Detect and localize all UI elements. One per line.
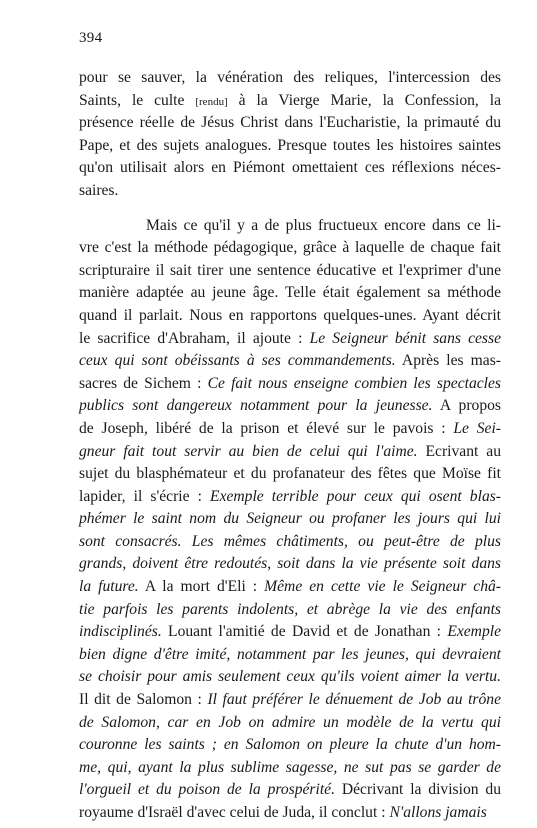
text-line — [79, 712, 501, 735]
text-line — [79, 395, 501, 418]
text-run: qu'on utilisait alors en Piémont omettaient ces réflexions néces- — [79, 159, 501, 177]
italic-run: tie parfois les parents indolents, et abrège la vie des enfants — [79, 600, 501, 618]
text-line — [79, 418, 501, 441]
text-line — [79, 757, 501, 780]
italic-run: me, qui, ayant la plus sublime sagesse, ne sut pas se garder de — [79, 758, 501, 776]
italic-run: sont consacrés. Les mêmes châtiments, ou peut-être de plus — [79, 532, 501, 550]
text-line — [79, 441, 501, 464]
text-run: A propos — [432, 397, 502, 415]
text-line — [79, 237, 501, 260]
text-line — [79, 644, 501, 667]
italic-run: Le Sei- — [453, 419, 501, 437]
text-run: présence réelle de Jésus Christ dans l'Eucharistie, la primauté du — [79, 114, 501, 132]
page-number: 394 — [79, 30, 103, 46]
text-line — [79, 802, 501, 825]
text-run: vre c'est la méthode pédagogique, grâce à laquelle de chaque fait — [79, 239, 501, 257]
text-line — [79, 553, 501, 576]
body-text — [79, 67, 501, 825]
text-line — [79, 599, 501, 622]
text-line — [79, 576, 501, 599]
text-run: A la mort d'Eli : — [138, 578, 265, 596]
text-run: Pape, et des sujets analogues. Presque toutes les histoires saintes — [79, 136, 501, 154]
italic-run: grands, doivent être redoutés, soit dans la vie présente soit dans — [79, 555, 501, 573]
text-run: pour se sauver, la vénération des reliques, l'intercession des — [79, 69, 501, 86]
italic-run: N'allons jamais — [389, 804, 487, 821]
italic-run: gneur fait tout servir au bien de celui qui l'aime. — [79, 442, 418, 460]
text-line — [79, 260, 501, 283]
text-run: Louant l'amitié de David et de Jonathan : — [161, 623, 448, 641]
text-run: scripturaire il sait tirer une sentence éducative et l'exprimer d'une — [79, 261, 501, 279]
text-line — [79, 157, 501, 180]
italic-run: publics sont dangereux notamment pour la jeunesse. — [79, 397, 433, 415]
text-run: sacres de Sichem : — [79, 374, 208, 392]
paragraph-gap — [79, 203, 501, 215]
italic-run: de Salomon, car en Job on admire un modèle de la vertu qui — [79, 713, 501, 731]
italic-run: Exemple terrible pour ceux qui osent blas- — [210, 487, 501, 505]
text-line — [79, 112, 501, 135]
paragraph-1 — [79, 67, 501, 203]
text-line — [79, 215, 501, 238]
italic-run: Exemple — [447, 623, 501, 641]
text-run: Il dit de Salomon : — [79, 691, 208, 709]
italic-run: bien digne d'être imité, notamment par les jeunes, qui devraient — [79, 645, 501, 663]
italic-run: Même en cette vie le Seigneur châ- — [264, 578, 501, 596]
text-run: saires. — [79, 181, 119, 199]
italic-run: se choisir pour amis seulement ceux qu'ils voient aimer la vertu. — [79, 668, 501, 686]
text-run: à la Vierge Marie, la Confession, la — [227, 91, 501, 109]
text-line — [79, 734, 501, 757]
text-line — [79, 621, 501, 644]
italic-run: Le Seigneur bénit sans cesse — [309, 329, 501, 347]
text-line — [79, 180, 501, 203]
italic-run: l'orgueil et du poison de la prospérité. — [79, 781, 335, 799]
text-line — [79, 350, 501, 373]
text-line — [79, 486, 501, 509]
text-line — [79, 282, 501, 305]
text-run: le sacrifice d'Abraham, il ajoute : — [79, 329, 310, 347]
paragraph-2 — [79, 215, 501, 825]
italic-run: la future. — [79, 578, 139, 596]
text-line — [79, 666, 501, 689]
italic-run: indisciplinés. — [79, 623, 162, 641]
text-line — [79, 689, 501, 712]
italic-run: phémer le saint nom du Seigneur ou profaner les jours qui lui — [79, 510, 501, 528]
text-run: Ecrivant au — [417, 442, 502, 460]
text-line — [79, 305, 501, 328]
italic-run: Il faut préférer le dénuement de Job au trône — [207, 691, 501, 709]
text-line — [79, 328, 501, 351]
text-run: royaume d'Israël d'avec celui de Juda, il conclut : — [79, 804, 390, 821]
text-run: Décrivant la division du — [335, 781, 502, 799]
italic-run: couronne les saints ; en Salomon on pleure la chute d'un hom- — [79, 736, 501, 754]
italic-run: Ce fait nous enseigne combien les spectacles — [207, 374, 501, 392]
editorial-insert: [rendu] — [195, 95, 228, 108]
text-run: Après les mas- — [395, 352, 501, 370]
text-run: manière adaptée au jeune âge. Telle était également sa méthode — [79, 284, 501, 302]
text-line — [79, 135, 501, 158]
text-line — [79, 373, 501, 396]
text-line — [79, 779, 501, 802]
text-run: de Joseph, libéré de la prison et élevé sur le pavois : — [79, 419, 454, 437]
text-run: quand il parlait. Nous en rapportons quelques-unes. Ayant décrit — [79, 306, 501, 324]
text-line — [79, 508, 501, 531]
text-line — [79, 463, 501, 486]
text-run: lapider, il s'écrie : — [79, 487, 211, 505]
text-run: Mais ce qu'il y a de plus fructueux encore dans ce li- — [146, 216, 501, 234]
text-line — [79, 67, 501, 90]
italic-run: ceux qui sont obéissants à ses commandements. — [79, 352, 396, 370]
text-line — [79, 90, 501, 113]
text-run: sujet du blasphémateur et du profanateur des fêtes que Moïse fit — [79, 465, 501, 483]
text-run: Saints, le culte — [79, 91, 196, 109]
text-line — [79, 531, 501, 554]
